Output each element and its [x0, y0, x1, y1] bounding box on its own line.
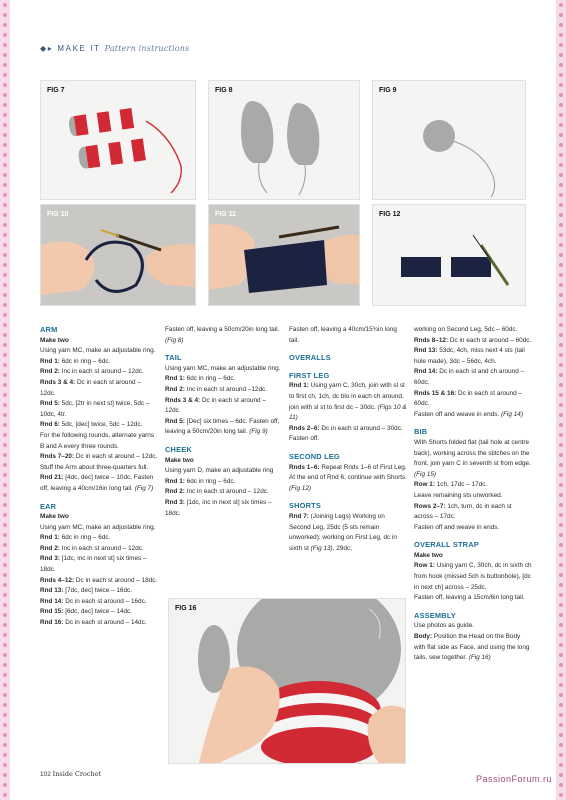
- instruction-body: Using yarn MC, make an adjustable ring.: [40, 347, 156, 355]
- figure-11: [208, 204, 360, 306]
- row-label: Rnds 4–12:: [40, 576, 75, 584]
- pattern-row: [289, 512, 407, 554]
- make-count: Make two: [40, 513, 69, 521]
- row-text: 6dc in ring – 6dc.: [61, 357, 111, 365]
- row-label: Rnd 3:: [165, 498, 185, 506]
- row-label: Rnd 15:: [40, 608, 64, 616]
- instruction-body: Leave remaining sts unworked.: [414, 491, 503, 499]
- section-heading: ARM: [40, 325, 58, 334]
- figure-7: [40, 80, 196, 200]
- instruction-text: [40, 523, 158, 534]
- section-title: MAKE IT: [57, 44, 101, 53]
- row-text: Repeat Rnds 1–6 of First Leg.: [321, 463, 407, 471]
- row-label: Rnd 14:: [40, 597, 64, 605]
- chain-photo: [41, 205, 195, 305]
- figure-reference: (Figs 10 & 11): [289, 403, 407, 422]
- pattern-row: [289, 381, 407, 423]
- row-text: Using yarn C, 30ch, dc in sixth ch from hook (missed 5ch is buttonhole), [dc in next ch] across – 25dc.: [414, 562, 532, 591]
- instruction-text: [40, 463, 158, 474]
- pattern-row: [40, 378, 158, 399]
- figure-16: [168, 598, 406, 764]
- pattern-row: [40, 533, 158, 544]
- row-label: Body:: [414, 633, 433, 641]
- text-column-3: [289, 325, 407, 554]
- row-label: Rnd 13:: [414, 347, 438, 355]
- pattern-row: [40, 607, 158, 618]
- text-column-2: [165, 325, 283, 519]
- section-heading: ASSEMBLY: [414, 610, 456, 620]
- row-label: Rnds 8–12:: [414, 336, 449, 344]
- figure-reference: (Fig 16): [468, 654, 491, 662]
- figure-label: FIG 9: [379, 87, 397, 94]
- row-label: Rnd 5:: [40, 400, 60, 408]
- instruction-text: [165, 325, 283, 346]
- row-text: 5dc, [dec] twice, 5dc – 12dc.: [61, 421, 143, 429]
- instruction-body: Fasten off, leaving a 50cm/20in long tail.: [165, 326, 280, 333]
- row-label: Rnd 13:: [40, 587, 64, 595]
- row-text: Dc in each st around – 18dc.: [75, 576, 158, 584]
- figure-label: FIG 7: [47, 87, 65, 94]
- row-text: 53dc, 4ch, miss next 4 sts (tail hole made), 3dc – 56dc, 4ch.: [414, 347, 525, 365]
- row-label: Rnds 2–6:: [289, 424, 320, 432]
- figure-9: [372, 80, 526, 200]
- section-header: [40, 44, 189, 53]
- instruction-text: [289, 434, 407, 445]
- figure-10: [40, 204, 196, 306]
- figure-label: FIG 10: [47, 211, 69, 218]
- tail-photo: [373, 81, 525, 199]
- figure-label: FIG 16: [175, 605, 197, 612]
- make-count: Make two: [414, 551, 443, 559]
- figure-reference: (Fig 9): [249, 428, 268, 436]
- watermark: PassionForum.ru: [475, 774, 552, 784]
- row-label: Rnd 2:: [165, 488, 185, 496]
- instruction-text: [414, 593, 532, 604]
- figure-label: FIG 11: [215, 211, 237, 218]
- pattern-row: [165, 487, 283, 498]
- publication-name: Inside Crochet: [52, 770, 102, 778]
- figure-reference: (Fig 8): [165, 336, 184, 344]
- row-label: Rnd 1:: [165, 375, 185, 383]
- figure-8: [208, 80, 360, 200]
- row-label: Rnd 1:: [40, 357, 60, 365]
- instruction-body: Using yarn MC, make an adjustable ring.: [165, 364, 281, 372]
- row-text: Position the Head on the Body with flat side as Face, and using the long tails, sew together.: [414, 633, 530, 662]
- ears-photo: [209, 81, 359, 199]
- pattern-row: [40, 399, 158, 420]
- row-label: Rnd 2:: [40, 368, 60, 376]
- text-column-4: [414, 325, 532, 664]
- page-number: 102: [40, 771, 51, 778]
- pattern-row: [40, 357, 158, 368]
- row-label: Rnd 1:: [289, 382, 309, 390]
- section-heading: TAIL: [165, 353, 182, 363]
- pattern-row: [165, 498, 283, 519]
- page-footer: [40, 770, 101, 778]
- pattern-row: [40, 452, 158, 463]
- pattern-row: [40, 576, 158, 587]
- subsection-heading: FIRST LEG: [289, 370, 330, 380]
- row-text: Inc in each st around – 12dc.: [61, 368, 144, 376]
- row-text: Dc in each st around – 60dc.: [414, 389, 522, 408]
- pattern-row: [40, 544, 158, 555]
- row-label: Rnd 5:: [165, 417, 185, 425]
- make-count: Make two: [165, 456, 194, 464]
- section-heading: OVERALL STRAP: [414, 540, 479, 550]
- row-text: 1ch, turn, dc in each st across – 17dc.: [414, 502, 512, 521]
- pattern-row: [414, 561, 532, 593]
- row-text: 6dc in ring – 6dc.: [186, 375, 236, 383]
- section-heading: SECOND LEG: [289, 451, 340, 461]
- row-text: Using yarn C, 30ch, join with sl st to first ch, 1ch, dc blo in each ch around, join with sl st to first dc – 30dc.: [289, 382, 405, 411]
- row-text: Dc in each st around – 60dc.: [449, 336, 532, 344]
- double-arrow-icon: ◆▸: [40, 44, 54, 53]
- pattern-row: [40, 597, 158, 608]
- row-text: [1dc, inc in next st] six times – 18dc.: [40, 555, 147, 574]
- row-text: 6dc in ring – 6dc.: [186, 477, 236, 485]
- instruction-text: [414, 410, 532, 421]
- pattern-row: [414, 367, 532, 388]
- instruction-body: Fasten off, leaving a 40cm/15¾in long tail.: [289, 326, 397, 344]
- figure-reference: (Fig 13): [310, 544, 333, 552]
- figure-label: FIG 12: [379, 211, 401, 218]
- row-text: [Dec] six times – 6dc. Fasten off, leaving a 50cm/20in long tail.: [165, 417, 280, 436]
- instruction-text: [414, 325, 532, 336]
- row-text: [7dc, dec] twice – 16dc.: [65, 587, 133, 595]
- row-label: Rnd 16:: [40, 619, 64, 627]
- row-label: Rnds 3 & 4:: [40, 378, 76, 386]
- pattern-row: [40, 473, 158, 494]
- section-heading: OVERALLS: [289, 353, 331, 363]
- pattern-row: [40, 618, 158, 629]
- row-label: Rnd 1:: [40, 534, 60, 542]
- instruction-text: [414, 491, 532, 502]
- instruction-text: [40, 431, 158, 452]
- row-label: Row 1:: [414, 481, 435, 489]
- row-label: Rnds 1–6:: [289, 463, 320, 471]
- instruction-body: Using yarn MC, make an adjustable ring.: [40, 523, 156, 531]
- row-text: Dc in each st around – 14dc.: [65, 619, 147, 627]
- pattern-row: [414, 480, 532, 491]
- pattern-row: [414, 502, 532, 523]
- pattern-row: [414, 632, 532, 664]
- row-text: Inc in each st around – 12dc.: [186, 488, 269, 496]
- instruction-body: With Shorts folded flat (tail hole at centre back), working across the stitches on the front, join yarn C in seventh st from edge.: [414, 438, 531, 468]
- row-label: Rnd 3:: [40, 555, 60, 563]
- instruction-text: [414, 438, 532, 480]
- row-text: [4dc, dec] twice – 10dc. Fasten off, leaving a 40cm/16in long tail.: [40, 474, 154, 492]
- row-text: Dc in each st around – 12dc.: [165, 396, 266, 415]
- section-heading: CHEEK: [165, 444, 192, 454]
- row-text: 1ch, 17dc – 17dc.: [436, 481, 488, 489]
- pattern-row: [165, 396, 283, 417]
- instruction-body: Use photos as guide.: [414, 622, 475, 630]
- figure-reference: (Fig 14): [500, 410, 523, 418]
- row-text: (Joining Legs) Working on Second Leg, 25dc (5 sts remain unworked); working on First Leg, dc in sixth st: [289, 512, 397, 552]
- section-heading: BIB: [414, 427, 428, 437]
- figure-12: [372, 204, 526, 306]
- instruction-body: At the end of Rnd 6, continue with Shorts.: [289, 474, 407, 482]
- instruction-body: Fasten off.: [289, 435, 320, 443]
- row-label: Rnd 6:: [40, 421, 60, 429]
- row-label: Rnds 7–20:: [40, 453, 75, 461]
- pattern-row: [165, 477, 283, 488]
- instruction-text: [414, 523, 532, 534]
- row-label: Rnds 15 & 16:: [414, 389, 457, 397]
- instruction-text: [40, 346, 158, 357]
- row-text: [1dc, inc in next st] six times – 18dc.: [165, 498, 272, 517]
- instruction-text: [165, 466, 283, 477]
- arms-photo: [41, 81, 195, 199]
- row-text: Dc in each st around – 12dc.: [75, 453, 158, 461]
- row-text: Inc in each st around – 12dc.: [61, 544, 144, 552]
- row-label: Rnd 1:: [165, 477, 185, 485]
- instruction-body: working on Second Leg, 5dc – 60dc.: [414, 326, 518, 333]
- figure-reference: (Fig 7): [134, 484, 154, 492]
- row-label: Rnds 3 & 4:: [165, 396, 201, 404]
- pattern-row: [40, 586, 158, 597]
- row-text: Dc in each st around – 30dc.: [321, 424, 403, 432]
- row-label: Rnd 21:: [40, 474, 64, 482]
- pattern-row: [414, 346, 532, 367]
- figure-reference: (Fig 12): [289, 484, 312, 492]
- instruction-text: [289, 473, 407, 494]
- text-column-1: [40, 325, 158, 629]
- instruction-body: For the following rounds, alternate yarns B and A every three rounds.: [40, 431, 155, 450]
- pattern-row: [40, 420, 158, 431]
- pattern-row: [289, 463, 407, 474]
- section-heading: EAR: [40, 501, 57, 511]
- instruction-body: Using yarn D, make an adjustable ring: [165, 467, 274, 475]
- row-label: Rnd 2:: [165, 385, 185, 393]
- instruction-body: Fasten off, leaving a 15cm/6in long tail.: [414, 594, 525, 602]
- row-label: Rnd 14:: [414, 368, 438, 376]
- section-subtitle: Pattern instructions: [104, 44, 190, 53]
- instruction-body: Fasten off and weave in ends.: [414, 410, 500, 418]
- make-count: Make two: [40, 336, 69, 344]
- row-text: Inc in each st around –12dc.: [186, 385, 267, 393]
- section-heading: SHORTS: [289, 501, 321, 511]
- assembly-photo: [169, 599, 405, 763]
- pattern-row: [40, 554, 158, 575]
- instruction-body: Stuff the Arm about three-quarters full.: [40, 463, 149, 471]
- figure-label: FIG 8: [215, 87, 233, 94]
- row-label: Row 1:: [414, 562, 435, 570]
- pattern-row: [289, 424, 407, 435]
- row-text: 6dc in ring – 6dc.: [61, 534, 111, 542]
- row-text-continued: , 29dc;: [332, 544, 352, 552]
- row-label: Rows 2–7:: [414, 502, 446, 510]
- row-text: [6dc, dec] twice – 14dc.: [65, 608, 133, 616]
- pattern-row: [414, 389, 532, 410]
- instruction-text: [165, 364, 283, 375]
- left-decorative-border: [0, 0, 10, 800]
- pattern-row: [40, 367, 158, 378]
- pattern-row: [165, 417, 283, 438]
- row-text: Dc in each st and ch around – 60dc.: [414, 368, 525, 386]
- join-photo: [209, 205, 359, 305]
- row-text: Dc in each st around – 16dc.: [65, 597, 147, 605]
- row-text: 5dc, [2tr in next st] twice, 5dc – 10dc, 4tr.: [40, 400, 150, 418]
- pattern-row: [165, 385, 283, 396]
- instruction-body: Fasten off and weave in ends.: [414, 523, 500, 531]
- row-label: Rnd 7:: [289, 512, 309, 520]
- row-label: Rnd 2:: [40, 544, 60, 552]
- legs-photo: [373, 205, 525, 305]
- pattern-row: [165, 374, 283, 385]
- instruction-text: [289, 325, 407, 346]
- row-text: Dc in each st around – 12dc.: [40, 378, 141, 397]
- right-decorative-border: [556, 0, 566, 800]
- pattern-row: [414, 336, 532, 347]
- instruction-text: [414, 621, 532, 632]
- figure-reference: (Fig 15): [414, 470, 437, 478]
